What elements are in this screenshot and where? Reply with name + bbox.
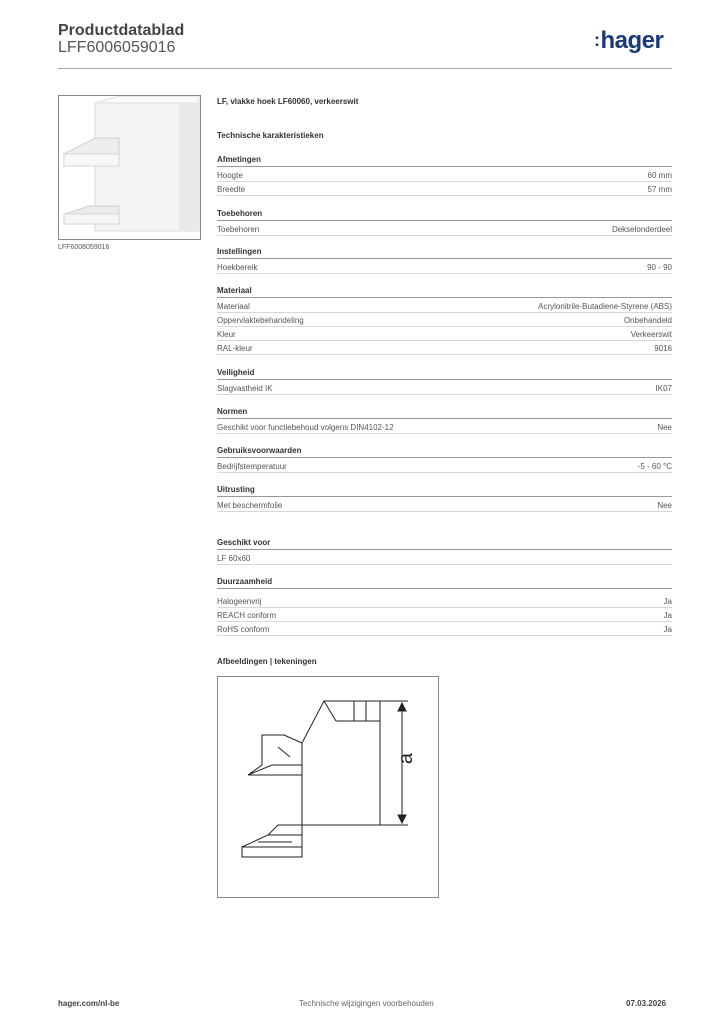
spec-label: Toebehoren (217, 224, 260, 234)
spec-label: Kleur (217, 329, 236, 339)
product-name: LF, vlakke hoek LF60060, verkeerswit (217, 97, 359, 106)
spec-row (217, 299, 672, 313)
spec-value: Ja (663, 610, 672, 620)
footer-date: 07.03.2026 (626, 999, 667, 1008)
spec-value: Dekselonderdeel (611, 224, 672, 234)
product-code: LFF6006059016 (58, 39, 176, 56)
dimension-label: a (395, 752, 418, 765)
technical-drawing (217, 676, 439, 898)
spec-label: Oppervlaktebehandeling (217, 315, 304, 325)
spec-label: REACH conform (217, 610, 277, 620)
footer-website[interactable]: hager.com/nl-be (58, 999, 120, 1008)
spec-label: Hoekbereik (217, 262, 258, 272)
section-header: Duurzaamheid (217, 575, 672, 589)
section-header: Geschikt voor (217, 536, 672, 550)
brand-logo: :hager (594, 27, 664, 54)
spec-row (217, 459, 672, 473)
spec-row (217, 498, 672, 512)
spec-label: Slagvastheid IK (217, 383, 273, 393)
spec-value: Acrylonitrile-Butadiene-Styrene (ABS) (538, 301, 672, 311)
spec-value: 60 mm (647, 170, 672, 180)
figures-title: Afbeeldingen | tekeningen (217, 657, 317, 666)
section-header: Instellingen (217, 245, 672, 259)
spec-row (217, 313, 672, 327)
spec-value: Nee (657, 422, 672, 432)
spec-label: Breedte (217, 184, 246, 194)
spec-label: Hoogte (217, 170, 243, 180)
thumbnail-caption: LFF6006059016 (58, 244, 110, 251)
spec-value: Nee (657, 500, 672, 510)
document-title: Productdatablad (58, 22, 185, 39)
spec-label: Materiaal (217, 301, 250, 311)
spec-label: LF 60x60 (217, 553, 251, 563)
spec-value: -5 - 60 °C (637, 461, 672, 471)
spec-row (217, 168, 672, 182)
section-header: Veiligheid (217, 366, 672, 380)
product-thumbnail (58, 95, 201, 240)
spec-value: 57 mm (647, 184, 672, 194)
section-header: Toebehoren (217, 207, 672, 221)
spec-label: RAL-kleur (217, 343, 253, 353)
spec-row (217, 551, 672, 565)
spec-value: Onbehandeld (623, 315, 672, 325)
technical-heading: Technische karakteristieken (217, 131, 324, 140)
spec-row (217, 381, 672, 395)
spec-label: Geschikt voor functiebehoud volgens DIN4102-12 (217, 422, 394, 432)
section-header: Normen (217, 405, 672, 419)
spec-row (217, 594, 672, 608)
spec-row (217, 622, 672, 636)
spec-row (217, 182, 672, 196)
section-header: Gebruiksvoorwaarden (217, 444, 672, 458)
spec-value: 90 - 90 (647, 262, 672, 272)
section-header: Materiaal (217, 284, 672, 298)
footer-notice: Technische wijzigingen voorbehouden (299, 999, 434, 1008)
header-divider (58, 68, 672, 69)
section-header: Afmetingen (217, 153, 672, 167)
spec-value: Ja (663, 596, 672, 606)
spec-row (217, 260, 672, 274)
section-header: Uitrusting (217, 483, 672, 497)
spec-value: 9016 (654, 343, 672, 353)
spec-label: Halogeenvrij (217, 596, 262, 606)
spec-label: Bedrijfstemperatuur (217, 461, 287, 471)
spec-value: IK07 (655, 383, 672, 393)
spec-row (217, 327, 672, 341)
spec-row (217, 608, 672, 622)
spec-value: Ja (663, 624, 672, 634)
spec-value: Verkeerswit (630, 329, 672, 339)
spec-row (217, 341, 672, 355)
spec-row (217, 222, 672, 236)
spec-label: Met beschermfolie (217, 500, 283, 510)
spec-label: RoHS conform (217, 624, 270, 634)
spec-row (217, 420, 672, 434)
